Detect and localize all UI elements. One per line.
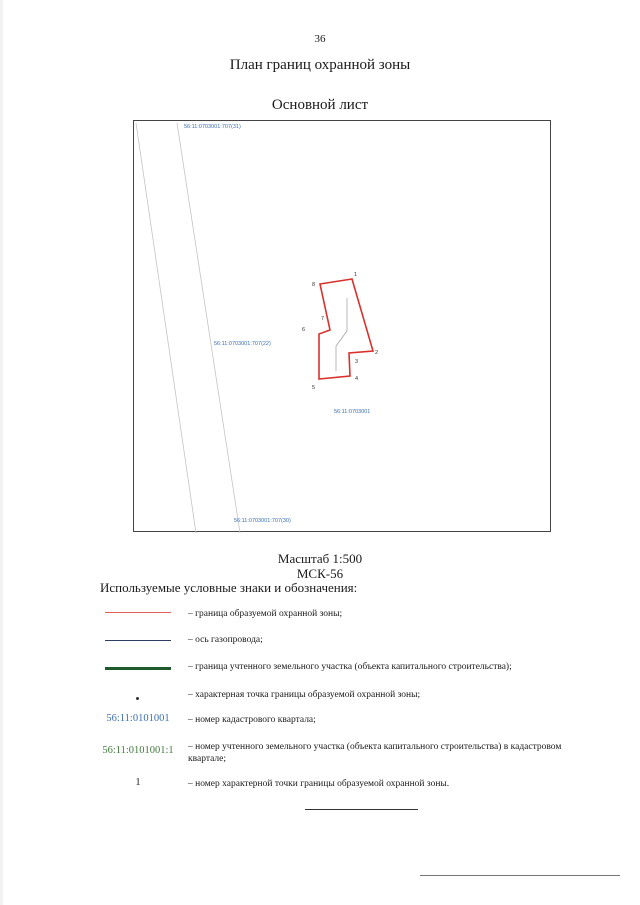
legend-symbol-red-line: [95, 604, 181, 620]
legend-symbol-green-line: [95, 659, 181, 675]
document-title: План границ охранной зоны: [229, 57, 411, 73]
point-number-1: 1: [354, 272, 358, 278]
legend-desc: – характерная точка границы образуемой охранной зоны;: [188, 690, 421, 700]
cadastral-quarter-label: 56:11:0703001: [334, 409, 371, 415]
parcel-label-bottom: 56:11:0703001:707(30): [234, 518, 291, 524]
point-number-6: 6: [302, 327, 306, 333]
legend-symbol-dot: [95, 688, 181, 704]
page-number: 36: [314, 33, 326, 45]
map-drawing: [134, 121, 552, 533]
legend-desc: – номер кадастрового квартала;: [188, 715, 316, 725]
legend-desc: – граница учтенного земельного участка (объекта капитального строительства);: [188, 662, 512, 672]
legend-desc: – граница образуемой охранной зоны;: [188, 609, 343, 619]
page-bottom-edge: [420, 875, 620, 876]
parcel-boundary-line-left: [136, 123, 196, 533]
legend-code-quarter: 56:11:0101001: [106, 713, 170, 724]
protection-zone-boundary: [319, 279, 373, 379]
footer-divider: [305, 809, 418, 810]
map-scale: Масштаб 1:500: [277, 551, 363, 566]
point-number-4: 4: [355, 376, 359, 382]
legend-code-point: 1: [135, 777, 141, 788]
legend-heading: Используемые условные знаки и обозначения:: [100, 580, 358, 595]
page-edge-shadow: [0, 0, 3, 905]
parcel-label-middle: 56:11:0703001:707(22): [214, 341, 271, 347]
dot-icon: [136, 697, 139, 700]
legend-symbol-dark-line: [95, 632, 181, 648]
parcel-label-top: 56:11:0703001:707(31): [184, 124, 241, 130]
point-number-7: 7: [321, 316, 325, 322]
legend-desc: – номер характерной точки границы образуемой охранной зоны.: [188, 779, 450, 789]
coordinate-system: МСК-56: [296, 566, 344, 581]
legend-code-parcel: 56:11:0101001:1: [102, 745, 174, 756]
point-number-2: 2: [375, 350, 379, 356]
legend-desc: – номер учтенного земельного участка (объекта капитального строительства) в кадастровом квартале;: [188, 742, 562, 764]
sheet-title: Основной лист: [271, 97, 369, 113]
point-number-8: 8: [312, 282, 316, 288]
map-frame: [133, 120, 551, 532]
legend-desc: – ось газопровода;: [188, 635, 263, 645]
parcel-boundary-line-right: [177, 123, 240, 533]
gas-pipeline-axis: [336, 298, 347, 371]
point-number-3: 3: [355, 359, 359, 365]
point-number-5: 5: [312, 385, 316, 391]
